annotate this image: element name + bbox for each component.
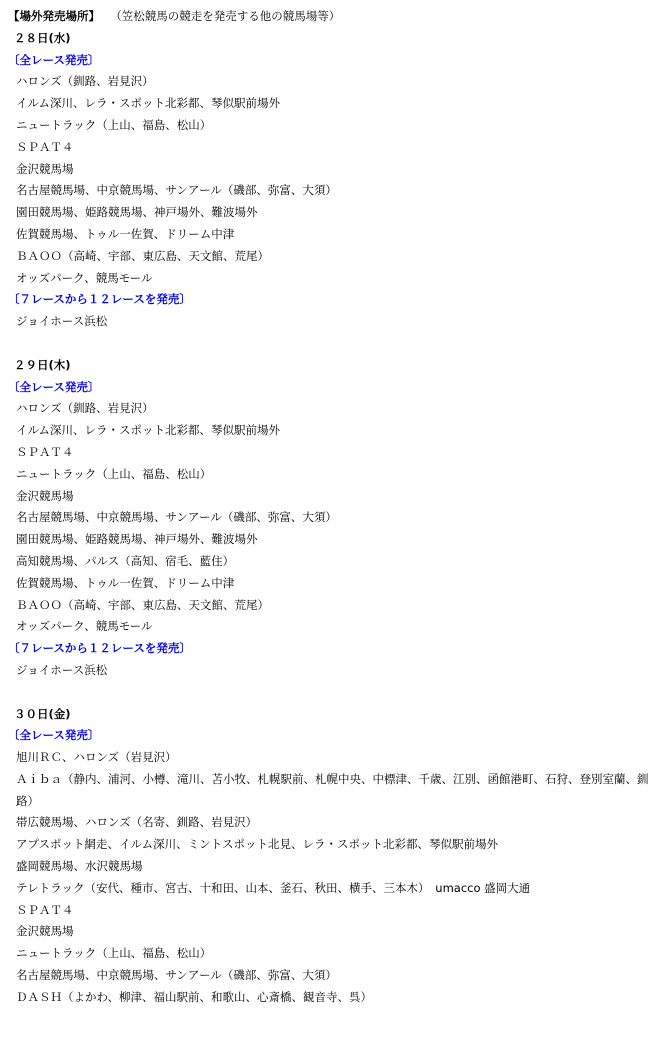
venue-item: ニュートラック（上山、福島、松山） (16, 466, 212, 481)
spacer (0, 682, 662, 704)
venue-item: オッズパーク、競馬モール (16, 619, 153, 634)
venue-item: ＢＡＯＯ（高崎、宇部、東広島、天文館、荒尾） (16, 248, 269, 263)
venue-item: イルム深川、レラ・スポット北彩都、琴似駅前場外 (16, 423, 281, 438)
category-label: 〔全レース発売〕 (8, 728, 100, 743)
day-block-29 (0, 355, 662, 682)
page-header (0, 6, 662, 28)
venue-item: 金沢競馬場 (16, 488, 74, 503)
venue-item: 名古屋競馬場、中京競馬場、サンアール（磯部、弥富、大須） (16, 510, 337, 525)
venue-item: 旭川ＲＣ、ハロンズ（岩見沢） (16, 750, 177, 765)
venue-item: 園田競馬場、姫路競馬場、神戸場外、難波場外 (16, 532, 258, 547)
venue-item: ジョイホース浜松 (16, 662, 108, 677)
venue-item: 名古屋競馬場、中京競馬場、サンアール（磯部、弥富、大須） (16, 968, 337, 983)
venue-item: 盛岡競馬場、水沢競馬場 (16, 859, 143, 874)
venue-item: 金沢競馬場 (16, 161, 74, 176)
venue-item: ＤＡＳＨ（よかわ、柳津、福山駅前、和歌山、心斎橋、観音寺、呉） (16, 989, 373, 1004)
venue-item: 佐賀競馬場、トゥル一佐賀、ドリーム中津 (16, 575, 235, 590)
venue-item: ジョイホース浜松 (16, 314, 108, 329)
day-date: ３０日(金) (14, 706, 71, 721)
venue-item: ＳＰＡＴ４ (16, 444, 74, 459)
venue-item: ＳＰＡＴ４ (16, 902, 74, 917)
day-date: ２９日(木) (14, 357, 71, 372)
venue-item: Ａｉｂａ（静内、浦河、小樽、滝川、苫小牧、札幌駅前、札幌中央、中標津、千歳、江別、函館港町、石狩、登別室蘭、釧路） (16, 771, 649, 808)
venue-item: 高知競馬場、パルス（高知、宿毛、藍住） (16, 553, 235, 568)
venue-item: 名古屋競馬場、中京競馬場、サンアール（磯部、弥富、大須） (16, 183, 337, 198)
category-label: 〔７レースから１２レースを発売〕 (8, 292, 191, 307)
venue-item: ハロンズ（釧路、岩見沢） (16, 74, 154, 89)
venue-item: アプスポット網走、イルム深川、ミントスポット北見、レラ・スポット北彩都、琴似駅前場外 (16, 837, 498, 852)
venue-item: テレトラック（安代、種市、宮古、十和田、山本、釜石、秋田、横手、三本木） umacco 盛岡大通 (16, 880, 531, 895)
venue-item: 佐賀競馬場、トゥル一佐賀、ドリーム中津 (16, 226, 235, 241)
category-label: 〔全レース発売〕 (8, 52, 100, 67)
day-block-28 (0, 28, 662, 333)
venue-item: ＢＡＯＯ（高崎、宇部、東広島、天文館、荒尾） (16, 597, 269, 612)
venue-item: イルム深川、レラ・スポット北彩都、琴似駅前場外 (16, 96, 281, 111)
venue-item: オッズパーク、競馬モール (16, 270, 153, 285)
venue-item: ＳＰＡＴ４ (16, 139, 74, 154)
venue-item: 金沢競馬場 (16, 924, 74, 939)
venue-item: ニュートラック（上山、福島、松山） (16, 117, 212, 132)
venue-item: 園田競馬場、姫路競馬場、神戸場外、難波場外 (16, 205, 258, 220)
day-block-30 (0, 704, 662, 1009)
header-title: 【場外発売場所】 (8, 9, 100, 23)
category-label: 〔７レースから１２レースを発売〕 (8, 641, 191, 656)
day-date: ２８日(水) (14, 30, 71, 45)
category-label: 〔全レース発売〕 (8, 379, 100, 394)
venue-item: 帯広競馬場、ハロンズ（名寄、釧路、岩見沢） (16, 815, 258, 830)
venue-item: ハロンズ（釧路、岩見沢） (16, 401, 154, 416)
venue-item: ニュートラック（上山、福島、松山） (16, 946, 212, 961)
spacer (0, 333, 662, 355)
header-subtitle: （笠松競馬の競走を発売する他の競馬場等） (116, 9, 341, 23)
